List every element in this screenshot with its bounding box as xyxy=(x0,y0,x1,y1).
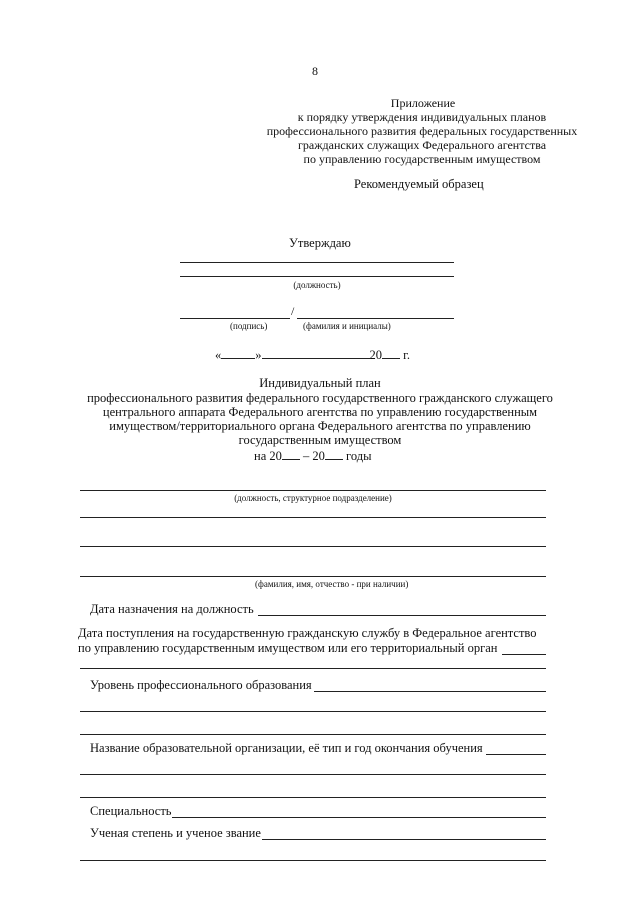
service-entry-line[interactable] xyxy=(80,668,546,669)
institution-line-3[interactable] xyxy=(80,797,546,798)
service-entry-line-2: по управлению государственным имуществом или его территориальный орган xyxy=(78,641,498,655)
position-unit-line[interactable] xyxy=(80,490,546,491)
date-open-quote: « xyxy=(215,348,222,362)
education-level-line-2[interactable] xyxy=(80,711,546,712)
service-entry-field[interactable] xyxy=(502,654,546,655)
approval-date xyxy=(215,348,410,362)
page-number: 8 xyxy=(312,64,318,78)
approval-line-1 xyxy=(180,262,454,263)
date-month-field[interactable] xyxy=(262,358,370,359)
appendix-line-1: к порядку утверждения индивидуальных планов xyxy=(297,110,547,124)
date-day-field[interactable] xyxy=(221,358,255,359)
date-year-field[interactable] xyxy=(382,358,400,359)
plan-period xyxy=(254,449,371,463)
appendix-title: Приложение xyxy=(390,96,456,110)
institution-field[interactable] xyxy=(486,754,546,755)
date-year-suffix: г. xyxy=(403,348,410,362)
plan-line-1: профессионального развития федерального государственного гражданского служащего xyxy=(87,391,553,405)
period-suffix: годы xyxy=(346,449,372,463)
degree-line-2[interactable] xyxy=(80,860,546,861)
appointment-date-label: Дата назначения на должность xyxy=(90,602,254,616)
period-end-field[interactable] xyxy=(325,459,343,460)
approve-label: Утверждаю xyxy=(289,236,351,250)
date-year-prefix: 20 xyxy=(369,348,382,362)
plan-line-4: государственным имуществом xyxy=(238,433,402,447)
education-level-label: Уровень профессионального образования xyxy=(90,678,312,692)
position-unit-caption: (должность, структурное подразделение) xyxy=(234,493,392,503)
institution-label: Название образовательной организации, её тип и год окончания обучения xyxy=(90,741,483,755)
sample-label: Рекомендуемый образец xyxy=(354,177,484,191)
degree-label: Ученая степень и ученое звание xyxy=(90,826,261,840)
period-start-field[interactable] xyxy=(282,459,300,460)
appendix-header xyxy=(262,96,582,166)
period-mid: 20 xyxy=(312,449,325,463)
appendix-line-2: профессионального развития федеральных государственных xyxy=(266,124,578,138)
education-level-line-3[interactable] xyxy=(80,734,546,735)
date-close-quote: » xyxy=(255,348,262,362)
slash-separator: / xyxy=(291,304,295,318)
plan-title: Индивидуальный план xyxy=(259,376,381,390)
degree-field[interactable] xyxy=(262,839,546,840)
position-unit-line-2[interactable] xyxy=(80,517,546,518)
period-dash: – xyxy=(303,449,310,463)
signature-caption: (подпись) xyxy=(230,321,268,331)
plan-description xyxy=(60,391,580,447)
institution-line-2[interactable] xyxy=(80,774,546,775)
plan-line-2: центрального аппарата Федерального агентства по управлению государственным xyxy=(102,405,538,419)
appointment-date-field[interactable] xyxy=(258,615,546,616)
position-unit-line-3[interactable] xyxy=(80,546,546,547)
appendix-line-4: по управлению государственным имуществом xyxy=(303,152,541,166)
education-level-field[interactable] xyxy=(314,691,546,692)
plan-line-3: имуществом/территориального органа Федерального агентства по управлению xyxy=(109,419,531,433)
fio-line[interactable] xyxy=(80,576,546,577)
specialty-label: Специальность xyxy=(90,804,172,818)
approval-line-2 xyxy=(180,276,454,277)
signature-line[interactable] xyxy=(180,318,290,319)
name-caption: (фамилия и инициалы) xyxy=(303,321,391,331)
fio-caption: (фамилия, имя, отчество - при наличии) xyxy=(255,579,409,589)
position-caption: (должность) xyxy=(293,280,341,290)
service-entry-line-1: Дата поступления на государственную гражданскую службу в Федеральное агентство xyxy=(78,626,537,640)
period-prefix: на 20 xyxy=(254,449,282,463)
specialty-field[interactable] xyxy=(172,817,546,818)
appendix-line-3: гражданских служащих Федерального агентства xyxy=(297,138,547,152)
name-line[interactable] xyxy=(297,318,454,319)
